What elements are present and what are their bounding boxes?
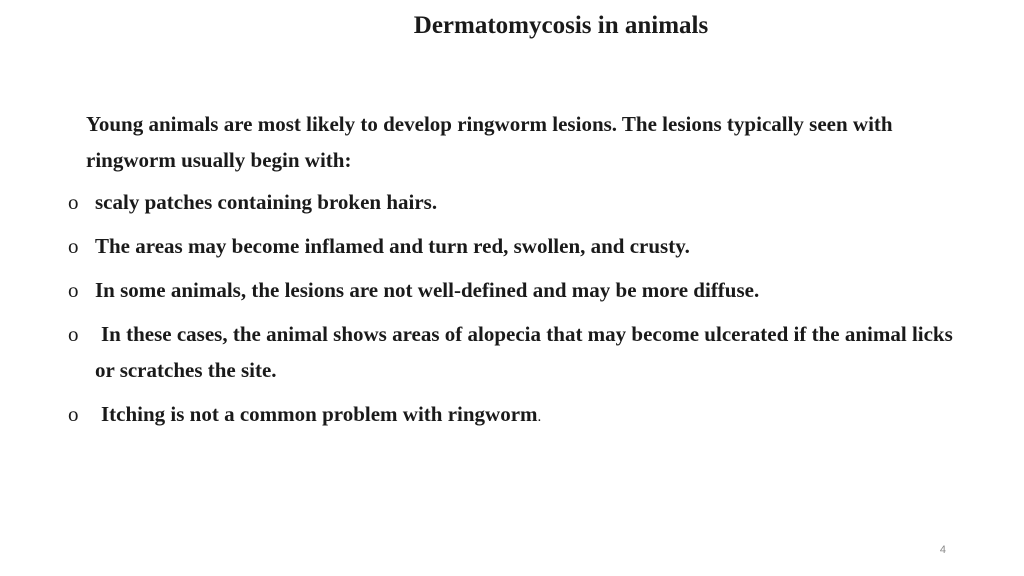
bullet-item: [0, 272, 1024, 308]
bullet-marker-icon: o: [68, 278, 79, 302]
page-number: 4: [939, 544, 946, 556]
bullet-item: [0, 316, 1024, 388]
bullet-marker-icon: o: [68, 402, 79, 426]
bullet-text: The areas may become inflamed and turn red, swollen, and crusty.: [95, 234, 690, 258]
bullet-text: In some animals, the lesions are not well-defined and may be more diffuse.: [95, 278, 760, 302]
bullet-text-suffix: .: [537, 409, 542, 425]
bullet-text: In these cases, the animal shows areas of alopecia that may become ulcerated if the animal licks or scratches the site.: [95, 322, 953, 382]
bullet-item: [0, 396, 1024, 435]
bullet-marker-icon: o: [68, 190, 79, 214]
intro-paragraph: Young animals are most likely to develop ringworm lesions. The lesions typically seen with ringworm usually begin with:: [86, 112, 893, 172]
bullet-marker-icon: o: [68, 234, 79, 258]
bullet-marker-icon: o: [68, 322, 79, 346]
bullet-item: [0, 184, 1024, 220]
bullet-text: Itching is not a common problem with ringworm: [101, 402, 538, 426]
slide-title: Dermatomycosis in animals: [413, 12, 709, 39]
bullet-list: [0, 184, 1024, 443]
bullet-item: [0, 228, 1024, 264]
bullet-text: scaly patches containing broken hairs.: [95, 190, 438, 214]
